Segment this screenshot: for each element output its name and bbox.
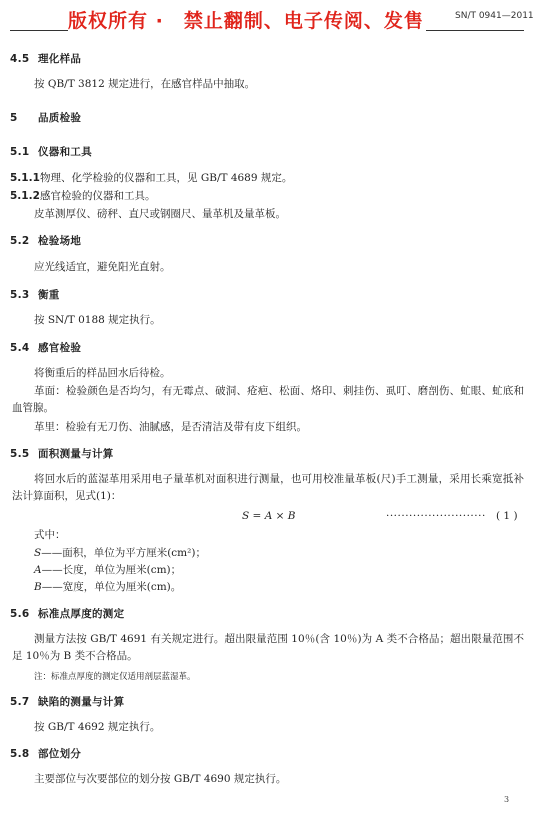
section-5-4-text-1: 将衡重后的样品回水后待检。 <box>34 367 171 379</box>
section-title: 标准点厚度的测定 <box>38 608 125 620</box>
formula-number: ( 1 ) <box>496 510 518 522</box>
formula-where: 式中： <box>34 529 66 541</box>
page-number: 3 <box>504 795 510 804</box>
definition-s <box>34 545 206 562</box>
section-5-5-heading <box>10 446 114 461</box>
formula-var-b: B <box>287 510 296 522</box>
section-4-5-heading <box>10 51 81 66</box>
formula-times: × <box>275 510 285 522</box>
section-5-heading <box>10 110 81 125</box>
formula-var-s: S <box>242 510 250 522</box>
section-text: 感官检验的仪器和工具。 <box>40 190 156 202</box>
section-5-1-2-tools: 皮革测厚仪、磅秤、直尺或钢圈尺、量革机及量革板。 <box>34 208 286 220</box>
section-number: 5.7 <box>10 696 30 708</box>
section-5-7-text: 按 GB/T 4692 规定执行。 <box>34 721 161 733</box>
section-5-1-2 <box>10 188 156 205</box>
section-title: 仪器和工具 <box>38 146 92 158</box>
formula-leader-dots: ·························· <box>386 510 486 522</box>
section-text: 物理、化学检验的仪器和工具，见 GB/T 4689 规定。 <box>40 172 293 184</box>
section-5-6-heading <box>10 606 124 621</box>
section-number: 5.1.2 <box>10 190 40 202</box>
section-number: 5.6 <box>10 608 30 620</box>
standard-code: SN/T 0941—2011 <box>455 11 534 21</box>
section-4-5-text: 按 QB/T 3812 规定进行，在感官样品中抽取。 <box>34 78 256 90</box>
section-5-6-text: 测量方法按 GB/T 4691 有关规定进行。超出限量范围 10％(含 10％)为 A 类不合格品；超出限量范围不足 10％为 B 类不合格品。 <box>12 633 524 662</box>
section-5-4-text-2: 革面：检验颜色是否均匀，有无霉点、破洞、疮疤、松面、烙印、刺挂伤、虱叮、磨剖伤、虻眼、虻底和血管腺。 <box>12 385 524 414</box>
copyright-watermark: 版权所有 · 禁止翻制、电子传阅、发售 <box>68 6 426 33</box>
section-number: 5.3 <box>10 289 30 301</box>
section-5-4-heading <box>10 340 81 355</box>
section-5-2-heading <box>10 233 81 248</box>
section-5-1-heading <box>10 144 92 159</box>
section-title: 面积测量与计算 <box>38 448 114 460</box>
section-title: 缺陷的测量与计算 <box>38 696 125 708</box>
section-number: 5.4 <box>10 342 30 354</box>
definition-var: S <box>34 547 42 559</box>
definition-var: B <box>34 581 42 593</box>
section-5-2-text: 应光线适宜，避免阳光直射。 <box>34 261 171 273</box>
definition-var: A <box>34 564 42 576</box>
section-number: 5 <box>10 112 18 124</box>
section-number: 5.1.1 <box>10 172 40 184</box>
section-number: 5.1 <box>10 146 30 158</box>
section-5-5-text: 将回水后的蓝湿革用采用电子量革机对面积进行测量，也可用校准量革板(尺)手工测量，采用长乘宽抵补法计算面积，见式(1)： <box>12 473 524 502</box>
section-number: 4.5 <box>10 53 30 65</box>
formula-var-a: A <box>264 510 273 522</box>
section-number: 5.2 <box>10 235 30 247</box>
section-5-3-text: 按 SN/T 0188 规定执行。 <box>34 314 161 326</box>
section-title: 感官检验 <box>38 342 82 354</box>
definition-text: ——长度，单位为厘米(cm)； <box>41 564 182 576</box>
section-5-8-heading <box>10 746 81 761</box>
section-5-6-note: 注：标准点厚度的测定仅适用剖层蓝湿革。 <box>34 672 196 682</box>
section-5-1-1 <box>10 170 292 187</box>
section-title: 部位划分 <box>38 748 82 760</box>
area-formula <box>242 508 296 525</box>
formula-equals: = <box>252 510 262 522</box>
definition-b <box>34 579 181 596</box>
section-number: 5.5 <box>10 448 30 460</box>
section-number: 5.8 <box>10 748 30 760</box>
section-title: 检验场地 <box>38 235 82 247</box>
section-5-7-heading <box>10 694 124 709</box>
definition-text: ——宽度，单位为厘米(cm)。 <box>41 581 182 593</box>
section-title: 衡重 <box>38 289 60 301</box>
section-title: 品质检验 <box>38 112 82 124</box>
definition-a <box>34 562 181 579</box>
section-5-8-text: 主要部位与次要部位的划分按 GB/T 4690 规定执行。 <box>34 773 287 785</box>
section-5-4-text-3: 革里：检验有无刀伤、油腻感，是否清洁及带有皮下组织。 <box>34 421 307 433</box>
section-title: 理化样品 <box>38 53 82 65</box>
section-5-3-heading <box>10 287 60 302</box>
definition-text: ——面积，单位为平方厘米(cm²)； <box>41 547 206 559</box>
